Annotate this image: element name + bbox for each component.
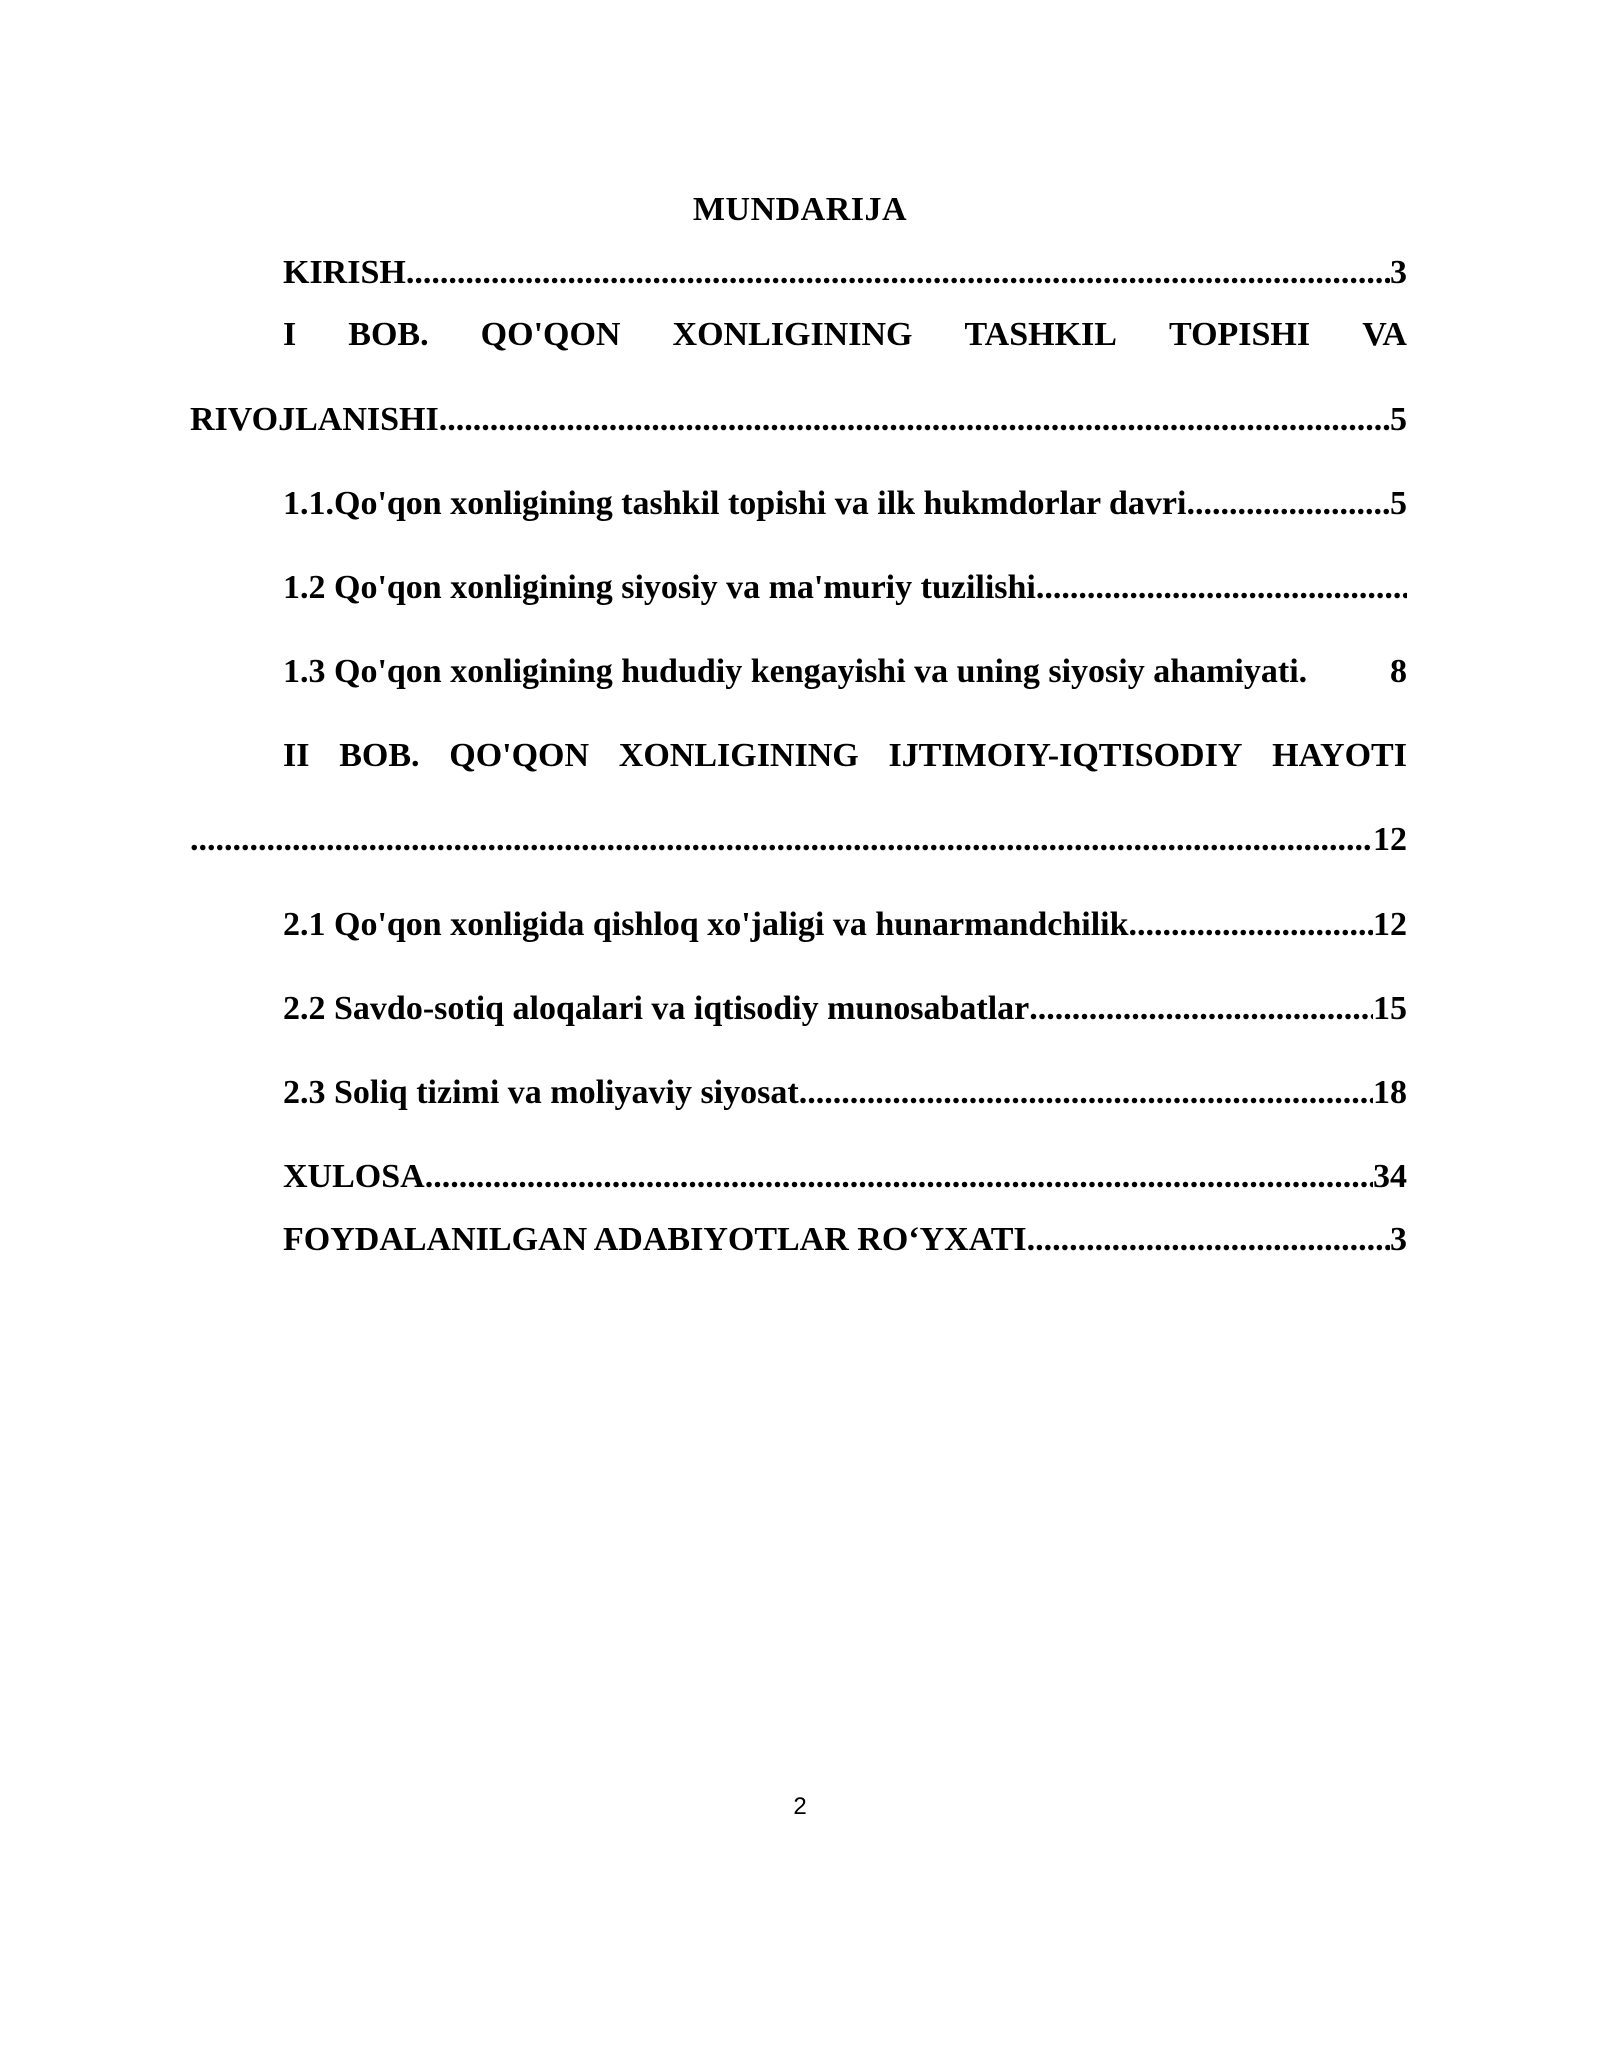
toc-entry-label: FOYDALANILGAN ADABIYOTLAR RO‘YXATI	[283, 1221, 1027, 1258]
toc-entry-page: 3	[1390, 1221, 1407, 1258]
toc-entry-2-1[interactable]	[283, 905, 1407, 945]
heading-word: QO'QON	[480, 316, 621, 353]
toc-entry-bob1-continued[interactable]	[190, 400, 1407, 440]
toc-entry-page: 12	[1373, 906, 1407, 943]
heading-word: HAYOTI	[1272, 737, 1407, 774]
heading-word: TOPISHI	[1169, 316, 1311, 353]
toc-entry-page: 3	[1390, 254, 1407, 291]
toc-entry-label: 1.3 Qo'qon xonligining hududiy kengayishi va uning siyosiy ahamiyati.	[283, 653, 1308, 690]
toc-entry-bob2-continued[interactable]	[190, 820, 1407, 860]
toc-entry-1-1[interactable]	[283, 484, 1407, 524]
toc-entry-label: 1.1.Qo'qon xonligining tashkil topishi va ilk hukmdorlar davri	[283, 485, 1187, 522]
toc-entry-page: 12	[1373, 821, 1407, 858]
dot-leader	[425, 1157, 1373, 1197]
dot-leader	[190, 820, 1373, 860]
toc-entry-page: 5	[1390, 401, 1407, 438]
heading-word: BOB.	[339, 737, 420, 774]
heading-word: QO'QON	[449, 737, 590, 774]
heading-word: VA	[1362, 316, 1407, 353]
toc-entry-1-2[interactable]	[283, 568, 1407, 608]
toc-entry-label: 2.3 Soliq tizimi va moliyaviy siyosat	[283, 1074, 799, 1111]
toc-entry-bob2-heading[interactable]	[283, 736, 1407, 776]
dot-leader	[1129, 905, 1373, 945]
toc-entry-page: 8	[1390, 653, 1407, 690]
dot-leader	[406, 253, 1390, 293]
toc-entry-label: 2.2 Savdo-sotiq aloqalari va iqtisodiy munosabatlar	[283, 990, 1030, 1027]
toc-entry-label: 1.2 Qo'qon xonligining siyosiy va ma'muriy tuzilishi	[283, 569, 1036, 606]
toc-entry-page: 34	[1373, 1158, 1407, 1195]
toc-entry-adabiyotlar[interactable]	[283, 1220, 1407, 1260]
toc-entry-label: KIRISH	[283, 254, 406, 291]
dot-leader	[1036, 568, 1407, 608]
heading-word: I	[283, 316, 297, 353]
toc-entry-label: 2.1 Qo'qon xonligida qishloq xo'jaligi va hunarmandchilik	[283, 906, 1129, 943]
dot-leader	[1027, 1220, 1390, 1260]
heading-word: TASHKIL	[964, 316, 1117, 353]
toc-entry-xulosa[interactable]	[283, 1157, 1407, 1197]
heading-word: XONLIGINING	[618, 737, 859, 774]
dot-leader	[799, 1073, 1373, 1113]
toc-entry-page: 15	[1373, 990, 1407, 1027]
toc-entry-2-3[interactable]	[283, 1073, 1407, 1113]
dot-leader	[1029, 989, 1373, 1029]
page-number: 2	[793, 1793, 807, 1820]
toc-entry-bob1-heading[interactable]	[283, 315, 1407, 355]
toc-entry-kirish[interactable]	[283, 253, 1407, 293]
heading-word: II	[283, 737, 310, 774]
toc-entry-label: XULOSA	[283, 1158, 425, 1195]
heading-word: BOB.	[348, 316, 429, 353]
toc-entry-page: 5	[1390, 485, 1407, 522]
toc-title: MUNDARIJA	[692, 191, 908, 228]
toc-entry-page: 18	[1373, 1074, 1407, 1111]
toc-entry-1-3[interactable]	[283, 652, 1407, 692]
heading-word: XONLIGINING	[672, 316, 913, 353]
heading-word: IJTIMOIY-IQTISODIY	[888, 737, 1243, 774]
toc-entry-label: RIVOJLANISHI	[190, 401, 439, 438]
dot-leader	[439, 400, 1390, 440]
toc-entry-2-2[interactable]	[283, 989, 1407, 1029]
dot-leader	[1186, 484, 1390, 524]
